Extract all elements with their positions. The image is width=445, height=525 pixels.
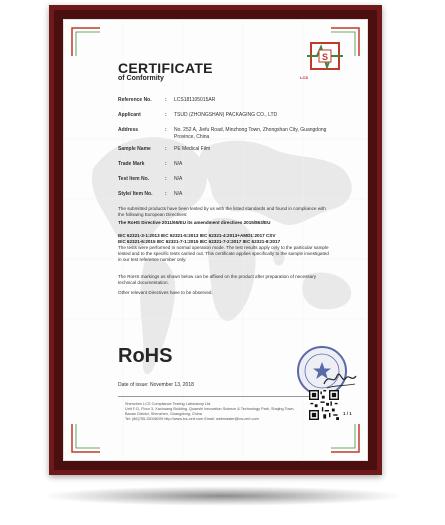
field-label: Sample Name: [118, 146, 151, 152]
corner-ornament-top-left-icon: [71, 27, 101, 57]
footer-line: Unit F-D, Floor 3, Xachuang Building, Quanshi Innovation Science & Technology Park, Shajing Town,: [125, 407, 295, 411]
test-note: The tests were performed in normal operation mode. The test results apply only to the particular sample tested and to the specific tests carried out. This certificate applies specifically to the sample investigated in our test reference number only.: [118, 245, 329, 263]
signature-icon: [321, 364, 359, 392]
field-value: N/A: [174, 176, 183, 182]
field-value: N/A: [174, 161, 183, 167]
corner-ornament-bottom-left-icon: [71, 423, 101, 453]
certificate-subtitle: of Conformity: [118, 75, 164, 82]
frame-shadow: [40, 486, 405, 506]
field-label: Style/ Item No.: [118, 191, 153, 197]
field-label: Trade Mark: [118, 161, 145, 167]
field-label: Applicant: [118, 112, 141, 118]
page-number: 1 / 1: [343, 411, 352, 416]
certificate-title: CERTIFICATE: [118, 60, 213, 76]
field-value: PE Medical Film: [174, 146, 211, 152]
intro-text: The submitted products have been tested by us with the listed standards and found in compliance with the following European Directives:: [118, 206, 326, 218]
corner-ornament-bottom-right-icon: [330, 423, 360, 453]
standard-line: IEC 62321-3-1:2013 IEC 62321-5:2013 IEC 62321-4:2013+AMD1:2017 CSV: [118, 233, 276, 238]
field-value: No. 252 A, Jiefu Road, Minzhong Town, Zhongshan City, Guangdong Province, China: [174, 127, 327, 140]
field-value: TSUD (ZHONGSHAN) PACKAGING CO., LTD: [174, 112, 278, 118]
standard-line: IEC 62321-6:2015 IEC 62321-7-1:2015 IEC 62321-7-2:2017 IEC 62321-8:2017: [118, 239, 281, 244]
qr-code-icon: [309, 390, 339, 420]
field-value: LCS181105015AR: [174, 97, 216, 103]
footer-line: Baoan District, Shenzhen, Guangdong, China: [125, 412, 202, 416]
directive-text: The RoHS Directive 2011/65/EU its amendment directives 2015/863/EU: [118, 220, 271, 225]
field-label: Address: [118, 127, 139, 133]
date-of-issue: Date of issue: November 13, 2018: [118, 382, 194, 388]
marking-note: The RoHS markings as shown below can be affixed on the product after preparation of necessary technical documentation.: [118, 274, 317, 286]
field-label: Test Item No.: [118, 176, 150, 182]
svg-text:S: S: [321, 52, 329, 62]
corner-ornament-top-right-icon: [330, 27, 360, 57]
other-note: Other relevant Directives have to be observed.: [118, 290, 213, 295]
footer-address: [125, 402, 305, 422]
field-value: N/A: [174, 191, 183, 197]
footer-line: Shenzhen LCS Compliance Testing Laboratory Ltd.: [125, 402, 212, 406]
rohs-mark: RoHS: [118, 345, 173, 367]
field-label: Reference No.: [118, 97, 152, 103]
footer-divider: [118, 396, 333, 397]
certificate-paper: S LCS CERTIFICATE of Conformity Reference No. : LCS181105015AR Applicant : TSUD (ZHONGSHAN) PACKAGING CO., LTD Address : No. 252 A, Jiefu Road, Minzhong Town, Zhongshan City, Guangdong Province, China Sample Name : PE Medical Film Trade Mark : N/A Test Item No. : N/A Style/ Item No. : N/A The submitted products have been tested by us with the listed standards and found in compliance with the following European Directives: The RoHS Directive 2011/65/EU its amendment directives 2015/863/EU IEC 62321-3-1:2013 IEC 62321-5:2013 IEC 62321-4:2013+AMD1:2017 CSV IEC 62321-6:2015 IEC 62321-7-1:2015 IEC 62321-7-2:2017 IEC 62321-8:2017 The tests were performed in normal operation mode. The test results apply only to the particular sample tested and to the specific tests carried out. This certificate applies specifically to the sample investigated in our test reference number only. The RoHS markings as shown below can be affixed on the product after preparation of necessary technical documentation. Other relevant Directives have to be observed. RoHS Date of issue: November 13, 2018 Shenzhen LCS Compliance Testing Laboratory Ltd. Unit F-D, Floor 3, Xachuang Building, Quanshi Innovation Science & Technology Park, Shajing Town, Baoan District, Shenzhen, Guangdong, China Tel: (86)755-33008209 http://www.lcs-cert.com Email: webmaster@lcs-cert.com 1 / 1: [63, 19, 368, 461]
footer-line: Tel: (86)755-33008209 http://www.lcs-cert.com Email: webmaster@lcs-cert.com: [125, 417, 259, 421]
logo-caption: LCS: [300, 75, 308, 80]
